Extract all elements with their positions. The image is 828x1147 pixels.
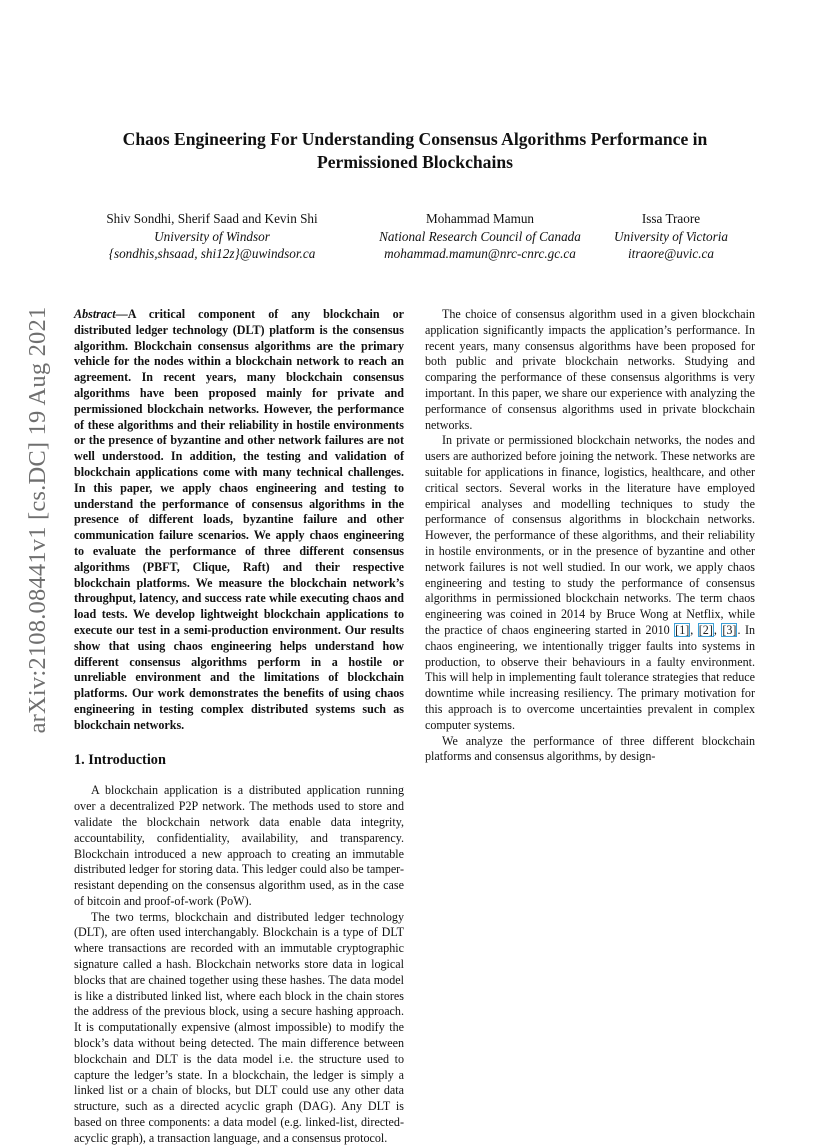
paper-title <box>60 128 770 174</box>
arxiv-identifier: arXiv:2108.08441v1 [cs.DC] 19 Aug 2021 <box>24 306 51 734</box>
abstract-text: —A critical component of any blockchain or distributed ledger technology (DLT) platform is the consensus algorithm. Blockchain consensus algorithms are the primary vehicle for the nodes within a blockchain network to reach an agreement. In recent years, many blockchain consensus algorithms have been proposed mainly for private and permissioned blockchain networks. However, the performance of these algorithms and their reliability in hostile environments or the presence of byzantine and other network failures are not well understood. In addition, the testing and validation of blockchain applications come with many technical challenges. In this paper, we apply chaos engineering and testing to understand the performance of consensus algorithms in the presence of different loads, byzantine failure and other communication failure scenarios. We apply chaos engineering to evaluate the performance of three different consensus algorithms (PBFT, Clique, Raft) and their respective blockchain platforms. We measure the blockchain network’s throughput, latency, and success rate while executing chaos and load tests. We develop lightweight blockchain applications to execute our test in a semi-production environment. Our results show that using chaos engineering helps understand how different consensus algorithms perform in a hostile or unreliable environment and the limitations of blockchain platforms. Our work demonstrates the benefits of using chaos engineering in testing complex distributed systems such as blockchain networks. <box>74 307 404 732</box>
intro-paragraph-4-text-a: In private or permissioned blockchain networks, the nodes and users are authorized before joining the network. These networks are suitable for applications in finance, logistics, healthcare, and other critical sectors. Several works in the literature have employed empirical analyses and modelling techniques to study the performance of consensus algorithms in blockchain networks. However, the performance of these algorithms, and their reliability in hostile environments, or in the presence of byzantine and other network failures is not well studied. In our work, we apply chaos engineering and testing to study the performance of consensus algorithms in permissioned blockchain networks. The term chaos engineering was coined in 2014 by Bruce Wong at Netflix, while the practice of chaos engineering started in 2010 <box>425 433 755 637</box>
author-names: Shiv Sondhi, Sherif Saad and Kevin Shi <box>106 211 318 226</box>
author-email: itraore@uvic.ca <box>628 246 714 261</box>
author-names: Issa Traore <box>641 211 701 226</box>
author-email: mohammad.mamun@nrc-cnrc.gc.ca <box>384 246 576 261</box>
intro-paragraph-2 <box>74 910 404 1147</box>
citation-link-3[interactable]: [3] <box>722 622 737 637</box>
intro-paragraph-4 <box>425 433 755 733</box>
author-affiliation: University of Victoria <box>613 228 729 244</box>
author-block-nrc <box>362 210 598 263</box>
title-line-1: Chaos Engineering For Understanding Consensus Algorithms Performance in <box>122 129 708 149</box>
intro-paragraph-3: The choice of consensus algorithm used in a given blockchain application significantly impacts the application’s performance. In recent years, many consensus algorithms have been proposed for both public and private blockchain networks. Studying and comparing the performance of these consensus algorithms is very important. In this paper, we share our experience with analyzing the performance of consensus algorithms used in private blockchain networks. <box>425 307 755 432</box>
author-email: {sondhis,shsaad, shi12z}@uwindsor.ca <box>108 246 316 261</box>
intro-paragraph-4-text-b: . In chaos engineering, we intentionally trigger faults into systems in production, to observe their behaviours in a faulty environment. This will help in implementing fault tolerance strategies that reduce downtime while increasing resiliency. The primary motivation for this approach is to overcome uncertainties prevalent in complex computer systems. <box>425 622 756 732</box>
author-block-uvic <box>604 210 738 263</box>
title-line-2: Permissioned Blockchains <box>317 152 513 172</box>
citation-separator: , <box>713 622 722 637</box>
right-column <box>425 307 755 765</box>
abstract <box>74 307 404 734</box>
section-heading-introduction: 1. Introduction <box>74 751 166 768</box>
citation-link-2[interactable]: [2] <box>698 622 713 637</box>
intro-paragraph-5: We analyze the performance of three different blockchain platforms and consensus algorithms, by design- <box>425 733 755 764</box>
author-affiliation: National Research Council of Canada <box>379 228 581 244</box>
intro-paragraph-1: A blockchain application is a distributed application running over a decentralized P2P network. The methods used to store and validate the blockchain network data enable data integrity, accountability, confidentiality, availability, and transparency. Blockchain introduced a new approach to creating an immutable distributed ledger for storing data. This ledger could also be tamper-resistant depending on the consensus algorithm used, as in the case of bitcoin and proof-of-work (PoW). <box>74 783 404 908</box>
citation-link-1[interactable]: [1] <box>675 622 690 637</box>
abstract-label: Abstract <box>74 307 116 321</box>
author-affiliation: University of Windsor <box>154 228 270 244</box>
citation-separator: , <box>690 622 698 637</box>
intro-paragraph-2-text: The two terms, blockchain and distributed ledger technology (DLT), are often used interchangably. Blockchain is a type of DLT where transactions are recorded with an immutable cryptographic signature called a hash. Blockchain networks store data in logical blocks that are chained together using these hashes. The data model is like a distributed linked list, where each block in the chain stores the address of the previous block, using a secure hashing approach. It is computationally expensive (almost impossible) to modify the block’s data without being detected. The main difference between blockchain and DLT is the data model i.e. the structure used to capture the ledger’s state. In a blockchain, the ledger is simply a linked list or a chain of blocks, but DLT could use any other data structure, such as a directed acyclic graph (DAG). Any DLT is based on three components: a data model (e.g. linked-list, directed-acyclic graph), a transaction language, and a consensus protocol. <box>74 909 404 1145</box>
arxiv-identifier-stamp <box>14 275 62 765</box>
left-column <box>74 307 404 1147</box>
author-block-windsor <box>78 210 346 263</box>
author-names: Mohammad Mamun <box>425 211 535 226</box>
